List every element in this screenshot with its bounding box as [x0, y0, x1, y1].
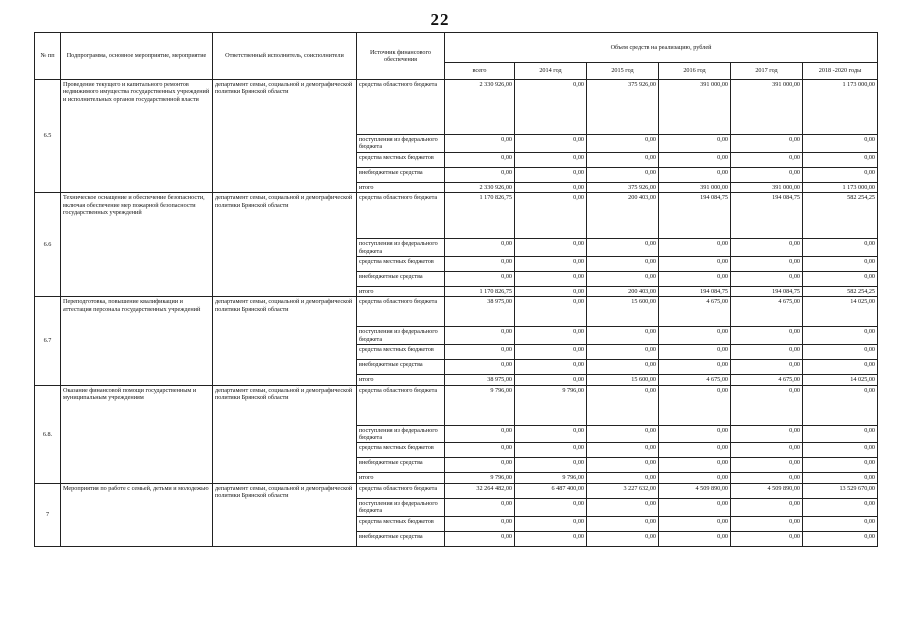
amount-cell: 391 000,00 — [731, 80, 803, 135]
funding-source: внебюджетные средства — [357, 360, 445, 375]
amount-cell: 4 509 890,00 — [731, 483, 803, 498]
amount-cell: 0,00 — [445, 458, 515, 473]
amount-cell: 194 084,75 — [731, 287, 803, 297]
amount-cell: 0,00 — [803, 272, 878, 287]
amount-cell: 0,00 — [587, 385, 659, 425]
item-title: Мероприятия по работе с семьей, детьми и молодежью — [61, 483, 213, 546]
amount-cell: 391 000,00 — [731, 182, 803, 192]
amount-cell: 0,00 — [445, 531, 515, 546]
funding-source: внебюджетные средства — [357, 458, 445, 473]
funding-source: итого — [357, 287, 445, 297]
item-title: Техническое оснащение и обеспечение безопасности, включая обеспечение мер пожарной безопасности государственных учреждений — [61, 193, 213, 297]
amount-cell: 0,00 — [515, 167, 587, 182]
amount-cell: 0,00 — [803, 135, 878, 153]
amount-cell: 0,00 — [731, 345, 803, 360]
amount-cell: 0,00 — [515, 498, 587, 516]
amount-cell: 200 403,00 — [587, 193, 659, 239]
header-year-2014: 2014 год — [515, 63, 587, 80]
amount-cell: 15 600,00 — [587, 375, 659, 385]
amount-cell: 0,00 — [587, 167, 659, 182]
amount-cell: 14 025,00 — [803, 375, 878, 385]
amount-cell: 0,00 — [803, 239, 878, 257]
amount-cell: 2 330 926,00 — [445, 80, 515, 135]
amount-cell: 0,00 — [445, 516, 515, 531]
amount-cell: 0,00 — [445, 443, 515, 458]
amount-cell: 391 000,00 — [659, 182, 731, 192]
amount-cell: 0,00 — [445, 152, 515, 167]
table-row — [35, 297, 878, 327]
amount-cell: 194 084,75 — [731, 193, 803, 239]
amount-cell: 0,00 — [515, 239, 587, 257]
amount-cell: 6 487 400,00 — [515, 483, 587, 498]
funding-source: средства областного бюджета — [357, 80, 445, 135]
header-volume: Объем средств на реализацию, рублей — [445, 33, 878, 63]
funding-source: средства местных бюджетов — [357, 443, 445, 458]
amount-cell: 582 254,25 — [803, 287, 878, 297]
amount-cell: 0,00 — [731, 516, 803, 531]
amount-cell: 0,00 — [659, 498, 731, 516]
item-number: 6.7 — [35, 297, 61, 385]
funding-source: внебюджетные средства — [357, 272, 445, 287]
item-executor: департамент семьи, социальной и демографической политики Брянской области — [213, 297, 357, 385]
amount-cell: 0,00 — [659, 531, 731, 546]
amount-cell: 4 509 890,00 — [659, 483, 731, 498]
item-title: Проведение текущего и капитального ремонтов недвижимого имущества государственных учреждений и исполнительных органов государственной власти — [61, 80, 213, 193]
table-row — [35, 80, 878, 135]
amount-cell: 0,00 — [803, 167, 878, 182]
amount-cell: 32 264 482,00 — [445, 483, 515, 498]
amount-cell: 391 000,00 — [659, 80, 731, 135]
funding-source: итого — [357, 473, 445, 483]
header-year-2015: 2015 год — [587, 63, 659, 80]
amount-cell: 9 796,00 — [445, 385, 515, 425]
amount-cell: 9 796,00 — [515, 385, 587, 425]
amount-cell: 0,00 — [587, 443, 659, 458]
amount-cell: 0,00 — [803, 152, 878, 167]
table-row — [35, 193, 878, 239]
amount-cell: 0,00 — [659, 360, 731, 375]
amount-cell: 0,00 — [587, 516, 659, 531]
amount-cell: 0,00 — [659, 152, 731, 167]
amount-cell: 200 403,00 — [587, 287, 659, 297]
item-number: 7 — [35, 483, 61, 546]
amount-cell: 0,00 — [515, 516, 587, 531]
amount-cell: 4 675,00 — [659, 375, 731, 385]
funding-source: внебюджетные средства — [357, 167, 445, 182]
amount-cell: 0,00 — [659, 385, 731, 425]
amount-cell: 0,00 — [803, 473, 878, 483]
amount-cell: 0,00 — [515, 345, 587, 360]
amount-cell: 0,00 — [587, 458, 659, 473]
amount-cell: 9 796,00 — [445, 473, 515, 483]
amount-cell: 0,00 — [659, 473, 731, 483]
amount-cell: 194 084,75 — [659, 193, 731, 239]
amount-cell: 0,00 — [587, 152, 659, 167]
amount-cell: 0,00 — [445, 135, 515, 153]
amount-cell: 0,00 — [515, 375, 587, 385]
amount-cell: 0,00 — [731, 425, 803, 443]
page-number: 22 — [430, 10, 450, 29]
amount-cell: 4 675,00 — [731, 297, 803, 327]
amount-cell: 0,00 — [445, 257, 515, 272]
amount-cell: 0,00 — [515, 287, 587, 297]
item-executor: департамент семьи, социальной и демографической политики Брянской области — [213, 80, 357, 193]
amount-cell: 0,00 — [515, 135, 587, 153]
amount-cell: 0,00 — [659, 272, 731, 287]
amount-cell: 0,00 — [515, 360, 587, 375]
item-title: Оказание финансовой помощи государственным и муниципальным учреждениям — [61, 385, 213, 483]
funding-source: средства областного бюджета — [357, 297, 445, 327]
item-executor: департамент семьи, социальной и демографической политики Брянской области — [213, 483, 357, 546]
funding-source: поступления из федерального бюджета — [357, 498, 445, 516]
amount-cell: 0,00 — [515, 531, 587, 546]
amount-cell: 0,00 — [731, 239, 803, 257]
amount-cell: 0,00 — [803, 458, 878, 473]
amount-cell: 0,00 — [445, 345, 515, 360]
amount-cell: 0,00 — [803, 360, 878, 375]
amount-cell: 0,00 — [587, 257, 659, 272]
amount-cell: 1 173 000,00 — [803, 182, 878, 192]
amount-cell: 38 975,00 — [445, 375, 515, 385]
item-executor: департамент семьи, социальной и демографической политики Брянской области — [213, 385, 357, 483]
amount-cell: 0,00 — [587, 345, 659, 360]
amount-cell: 375 926,00 — [587, 80, 659, 135]
amount-cell: 0,00 — [515, 182, 587, 192]
item-executor: департамент семьи, социальной и демографической политики Брянской области — [213, 193, 357, 297]
header-num: № пп — [35, 33, 61, 80]
amount-cell: 0,00 — [587, 473, 659, 483]
table-body — [35, 80, 878, 547]
amount-cell: 0,00 — [731, 385, 803, 425]
amount-cell: 1 173 000,00 — [803, 80, 878, 135]
funding-source: поступления из федерального бюджета — [357, 239, 445, 257]
amount-cell: 582 254,25 — [803, 193, 878, 239]
amount-cell: 0,00 — [731, 167, 803, 182]
amount-cell: 194 084,75 — [659, 287, 731, 297]
amount-cell: 0,00 — [659, 458, 731, 473]
amount-cell: 375 926,00 — [587, 182, 659, 192]
amount-cell: 0,00 — [803, 257, 878, 272]
amount-cell: 0,00 — [731, 257, 803, 272]
amount-cell: 0,00 — [803, 425, 878, 443]
amount-cell: 0,00 — [731, 498, 803, 516]
amount-cell: 0,00 — [587, 531, 659, 546]
funding-source: средства областного бюджета — [357, 483, 445, 498]
amount-cell: 0,00 — [803, 498, 878, 516]
amount-cell: 2 330 926,00 — [445, 182, 515, 192]
amount-cell: 0,00 — [515, 443, 587, 458]
header-executor: Ответственный исполнитель, соисполнители — [213, 33, 357, 80]
amount-cell: 0,00 — [515, 458, 587, 473]
amount-cell: 0,00 — [803, 531, 878, 546]
amount-cell: 0,00 — [731, 458, 803, 473]
amount-cell: 0,00 — [445, 239, 515, 257]
funding-source: поступления из федерального бюджета — [357, 425, 445, 443]
amount-cell: 0,00 — [515, 272, 587, 287]
amount-cell: 0,00 — [515, 297, 587, 327]
amount-cell: 0,00 — [731, 473, 803, 483]
amount-cell: 0,00 — [803, 516, 878, 531]
amount-cell: 0,00 — [659, 167, 731, 182]
amount-cell: 0,00 — [659, 239, 731, 257]
amount-cell: 0,00 — [515, 257, 587, 272]
funding-source: средства местных бюджетов — [357, 257, 445, 272]
amount-cell: 3 227 632,00 — [587, 483, 659, 498]
amount-cell: 0,00 — [803, 345, 878, 360]
amount-cell: 0,00 — [659, 327, 731, 345]
funding-source: итого — [357, 182, 445, 192]
amount-cell: 0,00 — [515, 327, 587, 345]
table-row — [35, 483, 878, 498]
amount-cell: 0,00 — [445, 272, 515, 287]
amount-cell: 0,00 — [445, 327, 515, 345]
amount-cell: 0,00 — [659, 443, 731, 458]
funding-source: средства областного бюджета — [357, 385, 445, 425]
funding-source: итого — [357, 375, 445, 385]
amount-cell: 0,00 — [445, 498, 515, 516]
amount-cell: 0,00 — [659, 425, 731, 443]
amount-cell: 0,00 — [731, 531, 803, 546]
amount-cell: 0,00 — [731, 327, 803, 345]
amount-cell: 0,00 — [445, 425, 515, 443]
amount-cell: 0,00 — [731, 360, 803, 375]
amount-cell: 0,00 — [515, 152, 587, 167]
funding-source: поступления из федерального бюджета — [357, 327, 445, 345]
amount-cell: 13 529 670,00 — [803, 483, 878, 498]
funding-source: поступления из федерального бюджета — [357, 135, 445, 153]
amount-cell: 0,00 — [445, 167, 515, 182]
amount-cell: 0,00 — [659, 257, 731, 272]
amount-cell: 4 675,00 — [731, 375, 803, 385]
funding-source: средства местных бюджетов — [357, 516, 445, 531]
amount-cell: 0,00 — [659, 135, 731, 153]
header-program: Подпрограмма, основное мероприятие, мероприятие — [61, 33, 213, 80]
amount-cell: 0,00 — [731, 272, 803, 287]
item-title: Переподготовка, повышение квалификации и аттестация персонала государственных учреждений — [61, 297, 213, 385]
amount-cell: 38 975,00 — [445, 297, 515, 327]
item-number: 6.8. — [35, 385, 61, 483]
amount-cell: 1 170 826,75 — [445, 193, 515, 239]
amount-cell: 0,00 — [587, 425, 659, 443]
table-row — [35, 385, 878, 425]
amount-cell: 0,00 — [515, 425, 587, 443]
amount-cell: 0,00 — [587, 498, 659, 516]
item-number: 6.6 — [35, 193, 61, 297]
amount-cell: 0,00 — [445, 360, 515, 375]
header-year-2018-2020: 2018 -2020 годы — [803, 63, 878, 80]
header-year-2017: 2017 год — [731, 63, 803, 80]
amount-cell: 4 675,00 — [659, 297, 731, 327]
header-year-total: всего — [445, 63, 515, 80]
amount-cell: 0,00 — [731, 135, 803, 153]
amount-cell: 15 600,00 — [587, 297, 659, 327]
amount-cell: 0,00 — [587, 239, 659, 257]
budget-table — [34, 32, 878, 547]
header-year-2016: 2016 год — [659, 63, 731, 80]
amount-cell: 0,00 — [587, 360, 659, 375]
amount-cell: 14 025,00 — [803, 297, 878, 327]
amount-cell: 0,00 — [731, 152, 803, 167]
amount-cell: 0,00 — [587, 135, 659, 153]
amount-cell: 0,00 — [659, 516, 731, 531]
amount-cell: 1 170 826,75 — [445, 287, 515, 297]
amount-cell: 0,00 — [803, 385, 878, 425]
funding-source: средства местных бюджетов — [357, 345, 445, 360]
item-number: 6.5 — [35, 80, 61, 193]
amount-cell: 9 796,00 — [515, 473, 587, 483]
header-source: Источник финансового обеспечения — [357, 33, 445, 80]
funding-source: средства местных бюджетов — [357, 152, 445, 167]
amount-cell: 0,00 — [659, 345, 731, 360]
funding-source: средства областного бюджета — [357, 193, 445, 239]
amount-cell: 0,00 — [731, 443, 803, 458]
amount-cell: 0,00 — [515, 80, 587, 135]
funding-source: внебюджетные средства — [357, 531, 445, 546]
amount-cell: 0,00 — [587, 327, 659, 345]
amount-cell: 0,00 — [515, 193, 587, 239]
amount-cell: 0,00 — [803, 327, 878, 345]
amount-cell: 0,00 — [803, 443, 878, 458]
amount-cell: 0,00 — [587, 272, 659, 287]
